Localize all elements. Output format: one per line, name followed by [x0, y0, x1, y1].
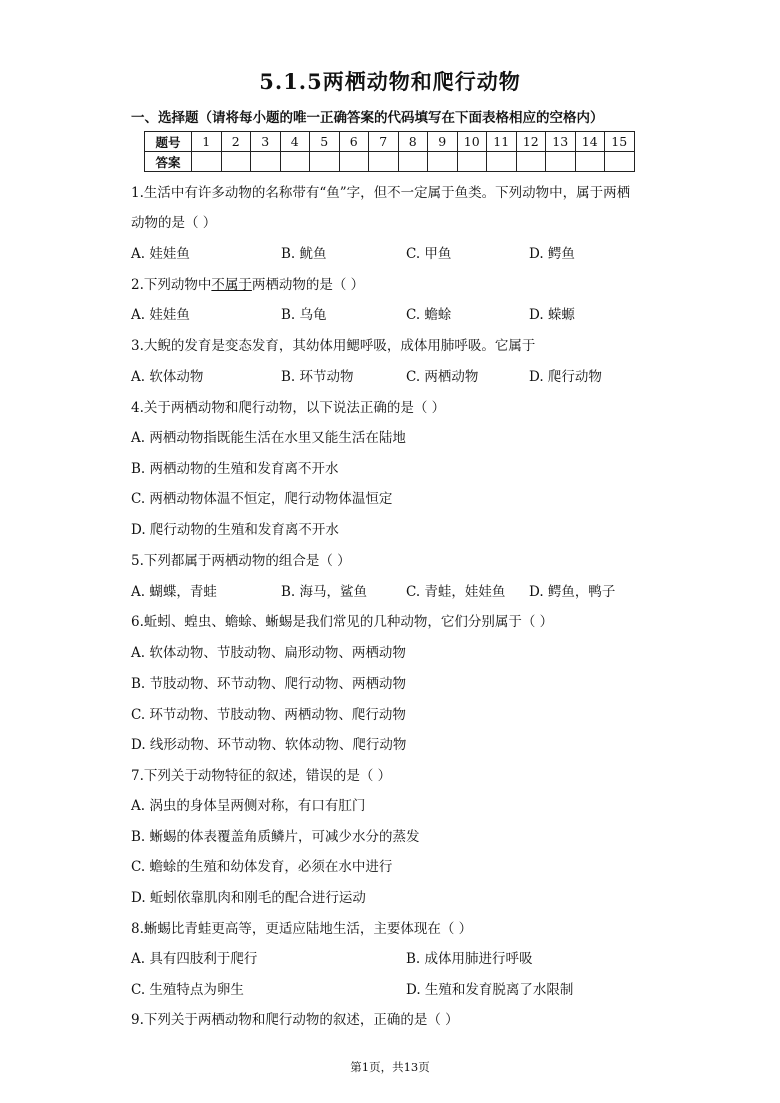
question-7-stem: 7.下列关于动物特征的叙述，错误的是（ ） [131, 768, 392, 784]
answer-cell[interactable] [605, 152, 635, 172]
answer-cell[interactable] [280, 152, 310, 172]
question-8-option-d: D. 生殖和发育脱离了水限制 [406, 982, 574, 998]
question-6-option-a: A. 软体动物、节肢动物、扁形动物、两栖动物 [131, 645, 406, 661]
section-heading: 一、选择题（请将每小题的唯一正确答案的代码填写在下面表格相应的空格内） [131, 110, 604, 126]
question-7-option-b: B. 蜥蜴的体表覆盖角质鳞片，可减少水分的蒸发 [131, 829, 420, 845]
table-cell-number: 6 [339, 132, 369, 152]
question-2-stem-post: 两栖动物的是（ ） [251, 277, 365, 293]
table-cell-number: 3 [251, 132, 281, 152]
table-cell-number: 13 [546, 132, 576, 152]
answer-cell[interactable] [369, 152, 399, 172]
question-6-stem: 6.蚯蚓、蝗虫、蟾蜍、蜥蜴是我们常见的几种动物，它们分别属于（ ） [131, 614, 554, 630]
table-cell-number: 15 [605, 132, 635, 152]
answer-cell[interactable] [192, 152, 222, 172]
question-2-option-a: A. 娃娃鱼 [131, 307, 190, 323]
answer-table [144, 131, 635, 172]
answer-cell[interactable] [516, 152, 546, 172]
question-3-option-c: C. 两栖动物 [406, 369, 479, 385]
page-title: 5.1.5两栖动物和爬行动物 [259, 69, 521, 94]
answer-cell[interactable] [221, 152, 251, 172]
question-4-stem: 4.关于两栖动物和爬行动物，以下说法正确的是（ ） [131, 400, 446, 416]
answer-cell[interactable] [575, 152, 605, 172]
question-1-option-c: C. 甲鱼 [406, 246, 452, 262]
question-5-option-b: B. 海马，鲨鱼 [281, 584, 368, 600]
question-2-option-d: D. 蝾螈 [529, 307, 575, 323]
answer-cell[interactable] [310, 152, 340, 172]
question-1-stem-cont: 动物的是（ ） [131, 215, 217, 231]
answer-cell[interactable] [487, 152, 517, 172]
table-cell-number: 8 [398, 132, 428, 152]
question-4-option-a: A. 两栖动物指既能生活在水里又能生活在陆地 [131, 430, 406, 446]
table-header-question-number: 题号 [145, 132, 192, 152]
question-5-option-c: C. 青蛙，娃娃鱼 [406, 584, 506, 600]
table-cell-number: 11 [487, 132, 517, 152]
question-4-option-b: B. 两栖动物的生殖和发育离不开水 [131, 461, 339, 477]
question-6-option-d: D. 线形动物、环节动物、软体动物、爬行动物 [131, 737, 407, 753]
answer-cell[interactable] [398, 152, 428, 172]
table-cell-number: 10 [457, 132, 487, 152]
question-1-option-b: B. 鱿鱼 [281, 246, 327, 262]
table-cell-number: 12 [516, 132, 546, 152]
answer-cell[interactable] [457, 152, 487, 172]
question-1-option-a: A. 娃娃鱼 [131, 246, 190, 262]
table-cell-number: 9 [428, 132, 458, 152]
table-cell-number: 1 [192, 132, 222, 152]
table-cell-number: 5 [310, 132, 340, 152]
answer-cell[interactable] [339, 152, 369, 172]
question-1-stem: 1.生活中有许多动物的名称带有“鱼”字，但不一定属于鱼类。下列动物中，属于两栖 [131, 185, 631, 201]
answer-table-number-row [145, 132, 635, 152]
question-5-option-a: A. 蝴蝶，青蛙 [131, 584, 217, 600]
question-2-stem [131, 273, 364, 293]
question-4-option-d: D. 爬行动物的生殖和发育离不开水 [131, 522, 339, 538]
question-6-option-c: C. 环节动物、节肢动物、两栖动物、爬行动物 [131, 707, 406, 723]
question-7-option-a: A. 涡虫的身体呈两侧对称，有口有肛门 [131, 798, 366, 814]
question-7-option-c: C. 蟾蜍的生殖和幼体发育，必须在水中进行 [131, 859, 393, 875]
answer-cell[interactable] [428, 152, 458, 172]
page-footer: 第1页，共13页 [350, 1060, 430, 1074]
question-4-option-c: C. 两栖动物体温不恒定，爬行动物体温恒定 [131, 491, 393, 507]
question-8-option-a: A. 具有四肢利于爬行 [131, 951, 258, 967]
question-6-option-b: B. 节肢动物、环节动物、爬行动物、两栖动物 [131, 676, 407, 692]
question-7-option-d: D. 蚯蚓依靠肌肉和刚毛的配合进行运动 [131, 890, 366, 906]
answer-cell[interactable] [546, 152, 576, 172]
question-2-stem-underlined: 不属于 [211, 277, 252, 293]
question-3-option-b: B. 环节动物 [281, 369, 354, 385]
question-1-option-d: D. 鳄鱼 [529, 246, 575, 262]
question-9-stem: 9.下列关于两栖动物和爬行动物的叙述，正确的是（ ） [131, 1012, 459, 1028]
table-cell-number: 2 [221, 132, 251, 152]
answer-cell[interactable] [251, 152, 281, 172]
question-5-option-d: D. 鳄鱼，鸭子 [529, 584, 616, 600]
question-2-stem-pre: 2.下列动物中 [131, 277, 212, 293]
table-cell-number: 4 [280, 132, 310, 152]
question-2-option-c: C. 蟾蜍 [406, 307, 452, 323]
table-cell-number: 7 [369, 132, 399, 152]
question-8-option-b: B. 成体用肺进行呼吸 [406, 951, 533, 967]
question-8-stem: 8.蜥蜴比青蛙更高等，更适应陆地生活，主要体现在（ ） [131, 921, 473, 937]
question-3-option-a: A. 软体动物 [131, 369, 204, 385]
question-8-option-c: C. 生殖特点为卵生 [131, 982, 244, 998]
question-2-option-b: B. 乌龟 [281, 307, 327, 323]
question-3-stem: 3.大鲵的发育是变态发育，其幼体用鳃呼吸，成体用肺呼吸。它属于 [131, 338, 536, 354]
table-header-answer: 答案 [145, 152, 192, 172]
question-5-stem: 5.下列都属于两栖动物的组合是（ ） [131, 553, 351, 569]
answer-table-answer-row [145, 152, 635, 172]
table-cell-number: 14 [575, 132, 605, 152]
question-3-option-d: D. 爬行动物 [529, 369, 602, 385]
